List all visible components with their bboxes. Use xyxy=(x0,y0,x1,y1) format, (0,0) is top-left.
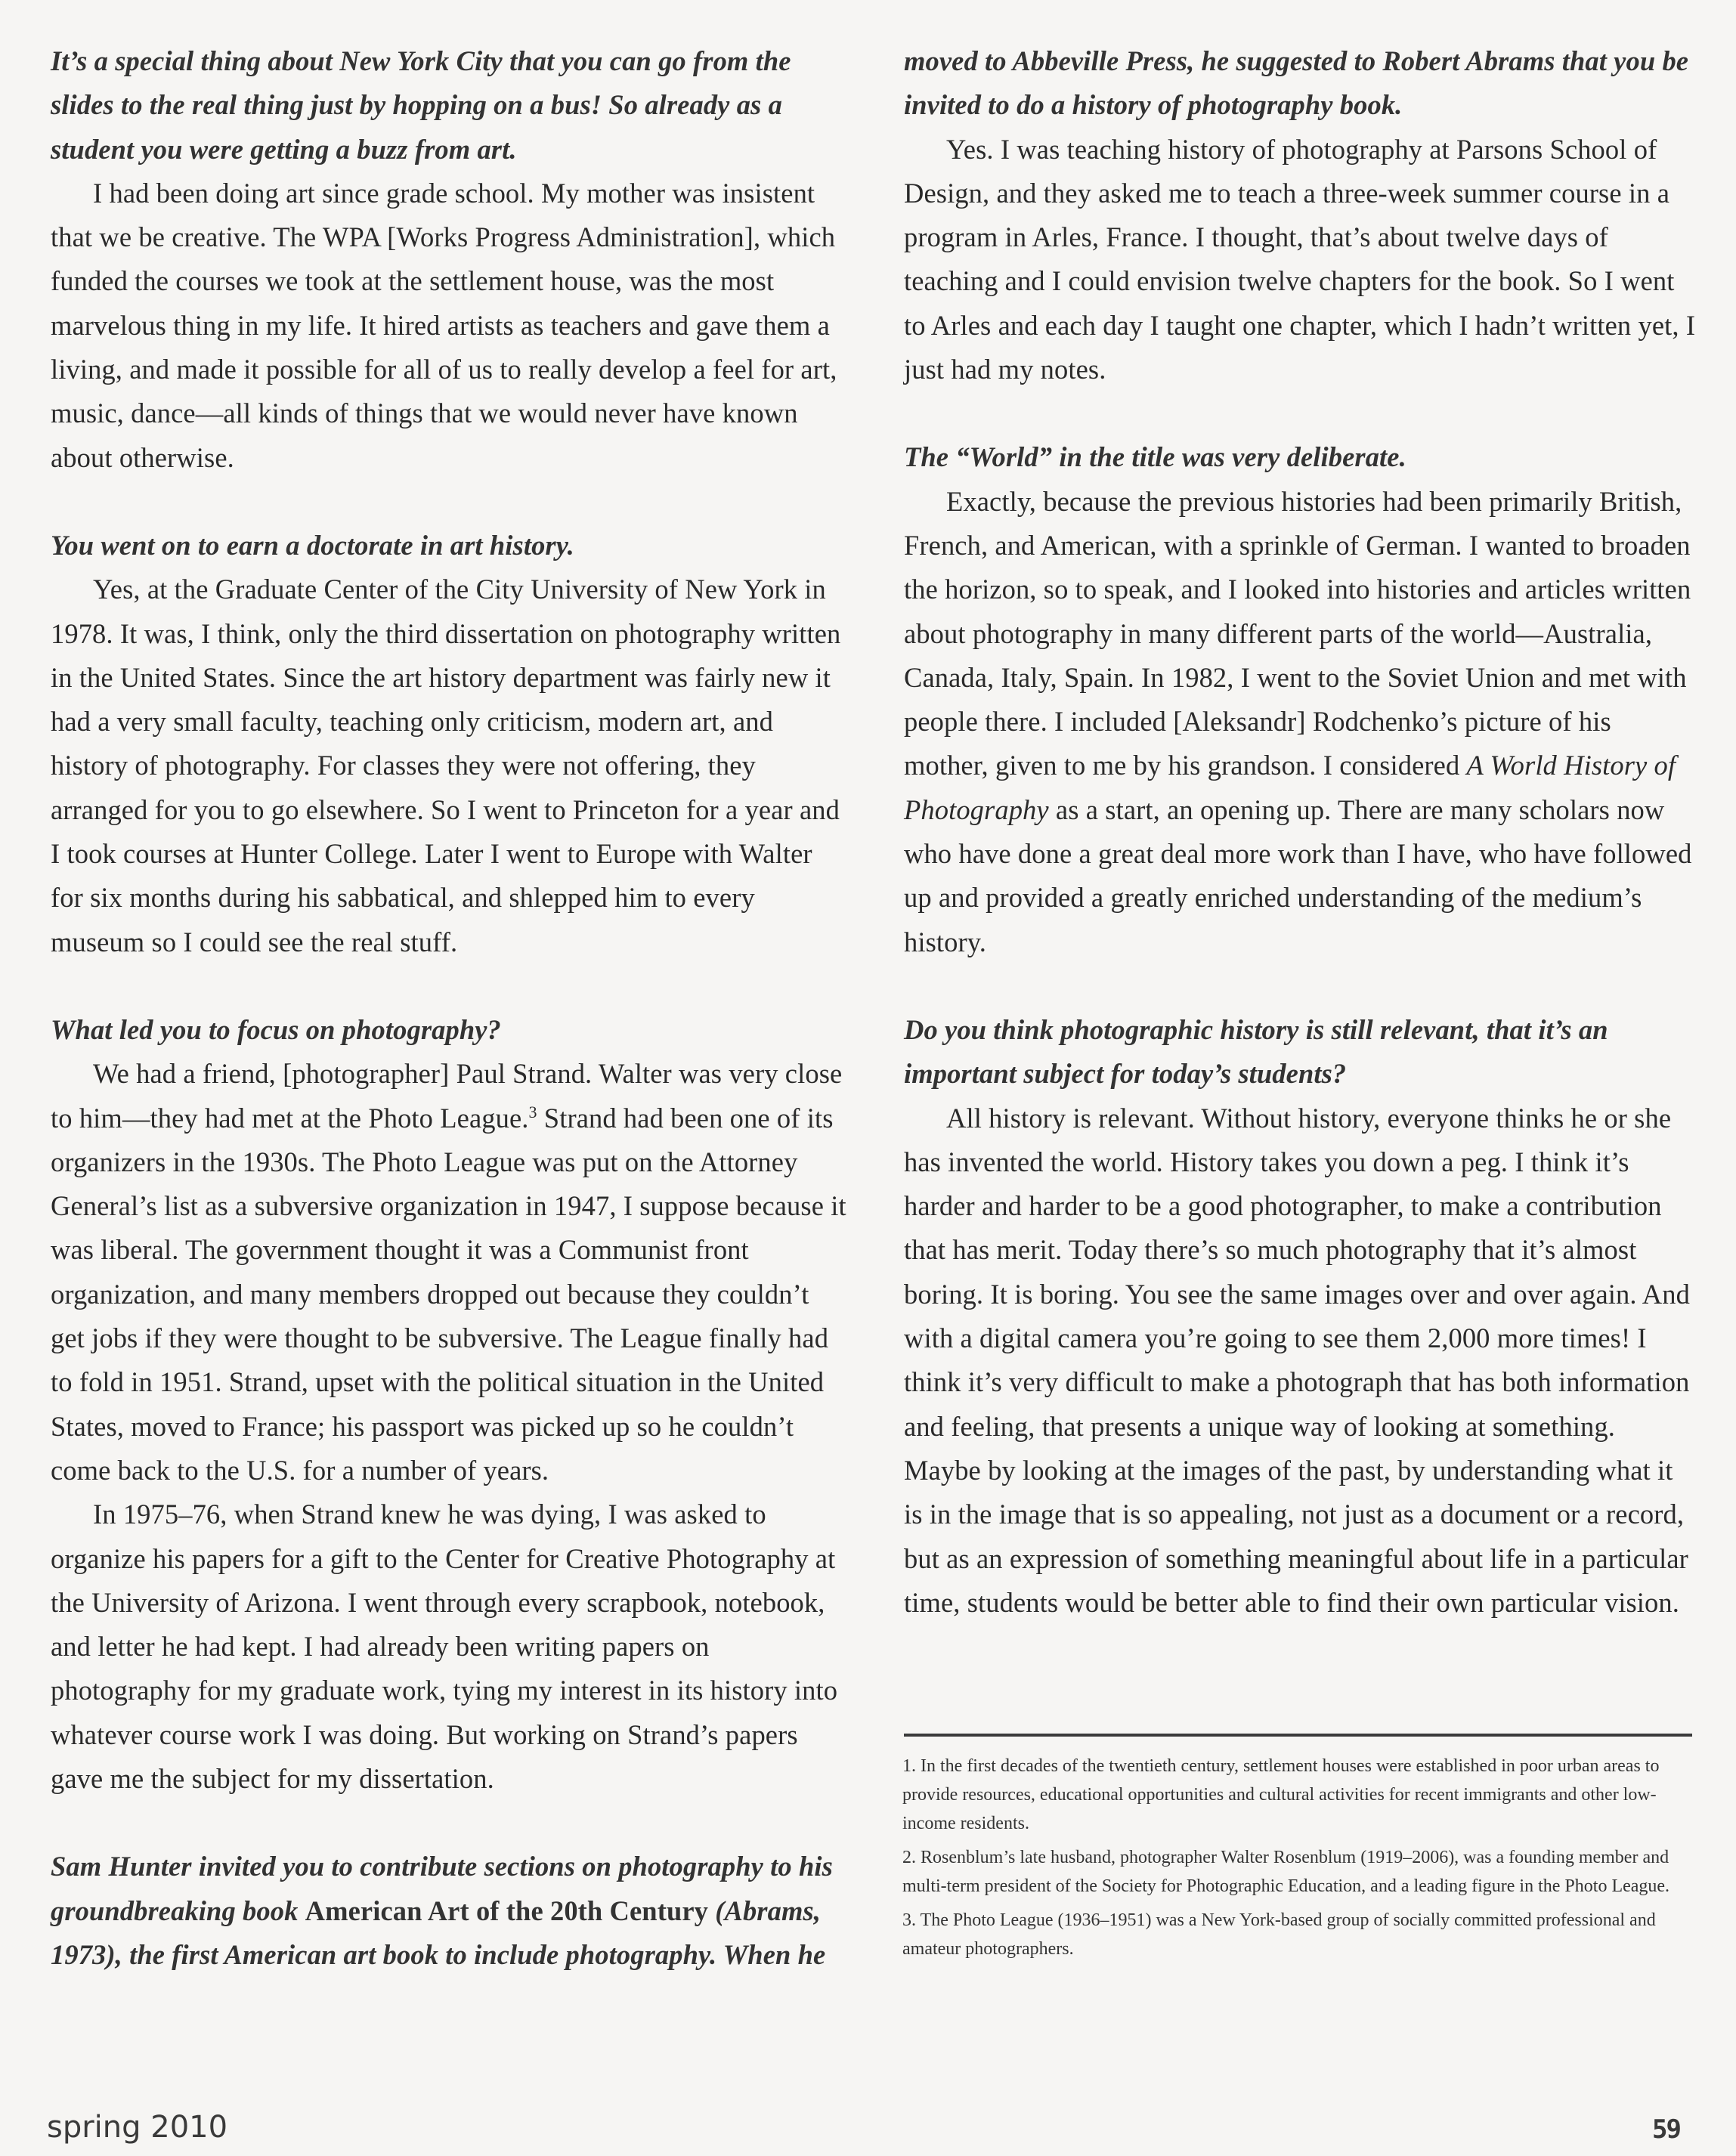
question-focus-photography: What led you to focus on photography? xyxy=(51,1013,501,1045)
answer-history-relevant: All history is relevant. Without history, everyone thinks he or she has invented the world. History takes you down a peg. I think it’s harder and harder to be a good photographer, to make a contribution that has merit. Today there’s so much photography that it’s almost boring. It is boring. You see the same images over and over again. And with a digital camera you’re going to see them 2,000 more times! I think it’s very difficult to make a photograph that has both information and feeling, that presents a unique way of looking at something. Maybe by looking at the images of the past, by understanding what it is in the image that is so appealing, not just as a document or a record, but as an expression of something meaningful about life in a particular time, students would be better able to find their own particular vision. xyxy=(904,1102,1690,1618)
footnote-3: 3. The Photo League (1936–1951) was a New York-based group of socially committed professional and amateur photographers. xyxy=(902,1910,1656,1959)
question-history-relevant: Do you think photographic history is still relevant, that it’s an important subject for today’s students? xyxy=(904,1013,1608,1090)
answer-art-since-grade-school: I had been doing art since grade school. My mother was insistent that we be creative. The WPA [Works Progress Administration], which funded the courses we took at the settlement house, was the most marvelous thing in my life. It hired artists as teachers and gave them a living, and made it possible for all of us to really develop a feel for art, music, dance—all kinds of things that we would never have known about otherwise. xyxy=(51,177,837,473)
answer-broaden-horizon xyxy=(904,480,1697,964)
answer-paul-strand-text-cont: Strand had been one of its organizers in the 1930s. The Photo League was put on the Attorney General’s list as a subversive organization in 1947, I suppose because it was liberal. The government thought it was a Communist front organization, and many members dropped out because they couldn’t get jobs if they were thought to be subversive. The League finally had to fold in 1951. Strand, upset with the political situation in the United States, moved to France; his passport was picked up so he couldn’t come back to the U.S. for a number of years. xyxy=(51,1102,846,1486)
footnote-2: 2. Rosenblum’s late husband, photographer Walter Rosenblum (1919–2006), was a founding member and multi-term president of the Society for Photographic Education, and a leading figure in the Photo League. xyxy=(902,1848,1670,1896)
answer-broaden-horizon-text: Exactly, because the previous histories had been primarily British, French, and American, with a sprinkle of German. I wanted to broaden the horizon, so to speak, and I looked into histories and articles written about photography in many different parts of the world—Australia, Canada, Italy, Spain. In 1982, I went to the Soviet Union and met with people there. I included [Aleksandr] Rodchenko’s picture of his mother, given to me by his grandson. I considered xyxy=(904,485,1691,781)
answer-parsons-arles: Yes. I was teaching history of photography at Parsons School of Design, and they asked me to teach a three-week summer course in a program in Arles, France. I thought, that’s about twelve days of teaching and I could envision twelve chapters for the book. So I went to Arles and each day I taught one chapter, which I hadn’t written yet, I just had my notes. xyxy=(904,133,1696,385)
page-number: 59 xyxy=(1652,2114,1680,2145)
question-world-title: The “World” in the title was very deliberate. xyxy=(904,441,1406,473)
footnote-ref-3: 3 xyxy=(528,1102,537,1121)
question-sam-hunter-text: Sam Hunter invited you to contribute sections on photography to his groundbreaking book xyxy=(51,1851,833,1926)
spacer xyxy=(904,391,1697,435)
left-column xyxy=(51,39,849,1977)
footnote-divider xyxy=(904,1734,1692,1737)
book-title-american-art: American Art of the 20th Century xyxy=(305,1895,709,1926)
question-new-york: It’s a special thing about New York City that you can go from the slides to the real thing just by hopping on a bus! So already as a student you were getting a buzz from art. xyxy=(51,45,791,165)
spacer xyxy=(51,964,849,1008)
answer-paul-strand-text: We had a friend, [photographer] Paul Strand. Walter was very close to him—they had met at the Photo League. xyxy=(51,1058,843,1134)
book-title-world-history: A World History of Photography xyxy=(904,750,1676,825)
spacer xyxy=(51,480,849,524)
issue-label: spring 2010 xyxy=(47,2110,228,2145)
right-column xyxy=(904,39,1697,1625)
answer-strand-papers: In 1975–76, when Strand knew he was dying, I was asked to organize his papers for a gift to the Center for Creative Photography at the University of Arizona. I went through every scrapbook, notebook, and letter he had kept. I had already been writing papers on photography for my graduate work, tying my interest in its history into whatever course work I was doing. But working on Strand’s papers gave me the subject for my dissertation. xyxy=(51,1499,838,1794)
question-sam-hunter xyxy=(51,1845,849,1977)
spacer xyxy=(904,964,1697,1008)
answer-doctorate: Yes, at the Graduate Center of the City University of New York in 1978. It was, I think, only the third dissertation on photography written in the United States. Since the art history department was fairly new it had a very small faculty, teaching only criticism, modern art, and history of photography. For classes they were not offering, they arranged for you to go elsewhere. So I went to Princeton for a year and I took courses at Hunter College. Later I went to Europe with Walter for six months during his sabbatical, and shlepped him to every museum so I could see the real stuff. xyxy=(51,574,841,957)
answer-broaden-horizon-text-cont: as a start, an opening up. There are many scholars now who have done a great deal more work than I have, who have followed up and provided a greatly enriched understanding of the medium’s history. xyxy=(904,793,1692,957)
question-sam-hunter-text-cont: (Abrams, 1973), the first American art book to include photography. When he xyxy=(51,1895,826,1970)
footnotes xyxy=(902,1752,1673,1969)
spacer xyxy=(51,1801,849,1845)
answer-paul-strand xyxy=(51,1052,849,1492)
question-doctorate: You went on to earn a doctorate in art history. xyxy=(51,529,574,561)
footnote-1: 1. In the first decades of the twentieth century, settlement houses were established in poor urban areas to provide resources, educational opportunities and cultural activities for recent immigrants and other low-income residents. xyxy=(902,1756,1660,1833)
question-abbeville-cont: moved to Abbeville Press, he suggested to Robert Abrams that you be invited to do a history of photography book. xyxy=(904,45,1689,121)
